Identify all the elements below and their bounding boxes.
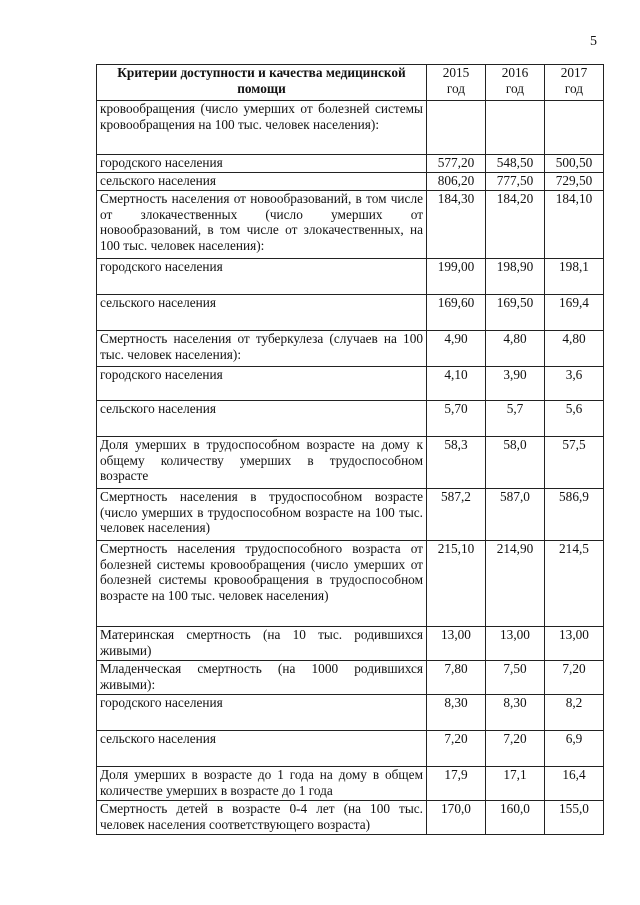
criterion-label: Смертность населения от новообразований, в том числе от злокачественных (число умерших от новообразований, в том числе от злокачественных, на 100 тыс. человек населения): <box>97 191 427 259</box>
criterion-label: Материнская смертность (на 10 тыс. родившихся живыми) <box>97 627 427 661</box>
table-row <box>97 767 604 801</box>
table-row <box>97 489 604 541</box>
value-2015: 169,60 <box>427 295 486 331</box>
year-column-header <box>427 65 486 101</box>
table-row <box>97 437 604 489</box>
criterion-label: сельского населения <box>97 731 427 767</box>
value-2015 <box>427 101 486 155</box>
value-2016: 17,1 <box>486 767 545 801</box>
value-2015: 587,2 <box>427 489 486 541</box>
value-2017: 586,9 <box>545 489 604 541</box>
value-2017: 184,10 <box>545 191 604 259</box>
value-2015: 4,90 <box>427 331 486 367</box>
value-2015: 215,10 <box>427 541 486 627</box>
value-2016: 587,0 <box>486 489 545 541</box>
criterion-label: Смертность детей в возрасте 0-4 лет (на 100 тыс. человек населения соответствующего возраста) <box>97 801 427 835</box>
value-2017: 500,50 <box>545 155 604 173</box>
value-2016: 184,20 <box>486 191 545 259</box>
value-2016: 4,80 <box>486 331 545 367</box>
criterion-label: Смертность населения трудоспособного возраста от болезней системы кровообращения (число умерших от болезней системы кровообращения в трудоспособном возрасте на 100 тыс. человек населения) <box>97 541 427 627</box>
value-2017: 169,4 <box>545 295 604 331</box>
value-2016: 3,90 <box>486 367 545 401</box>
value-2016: 548,50 <box>486 155 545 173</box>
value-2017: 729,50 <box>545 173 604 191</box>
table-row <box>97 661 604 695</box>
value-2015: 13,00 <box>427 627 486 661</box>
table-row <box>97 331 604 367</box>
value-2017: 198,1 <box>545 259 604 295</box>
value-2017: 7,20 <box>545 661 604 695</box>
value-2015: 184,30 <box>427 191 486 259</box>
value-2017: 16,4 <box>545 767 604 801</box>
value-2016: 5,7 <box>486 401 545 437</box>
value-2016: 7,20 <box>486 731 545 767</box>
value-2015: 4,10 <box>427 367 486 401</box>
criterion-label: Доля умерших в возрасте до 1 года на дому в общем количестве умерших в возрасте до 1 года <box>97 767 427 801</box>
criterion-label: городского населения <box>97 259 427 295</box>
value-2016: 169,50 <box>486 295 545 331</box>
value-2015: 5,70 <box>427 401 486 437</box>
criterion-label: городского населения <box>97 367 427 401</box>
criterion-label: кровообращения (число умерших от болезней системы кровообращения на 100 тыс. человек населения): <box>97 101 427 155</box>
value-2015: 58,3 <box>427 437 486 489</box>
value-2015: 7,20 <box>427 731 486 767</box>
table-row <box>97 367 604 401</box>
value-2015: 170,0 <box>427 801 486 835</box>
table-header-row <box>97 65 604 101</box>
value-2016: 160,0 <box>486 801 545 835</box>
value-2015: 17,9 <box>427 767 486 801</box>
value-2017: 4,80 <box>545 331 604 367</box>
criterion-label: Смертность населения от туберкулеза (случаев на 100 тыс. человек населения): <box>97 331 427 367</box>
value-2015: 8,30 <box>427 695 486 731</box>
value-2017 <box>545 101 604 155</box>
value-2016: 777,50 <box>486 173 545 191</box>
year-column-header <box>486 65 545 101</box>
table-row <box>97 191 604 259</box>
value-2017: 155,0 <box>545 801 604 835</box>
criterion-label: городского населения <box>97 695 427 731</box>
criterion-label: сельского населения <box>97 401 427 437</box>
table-row <box>97 173 604 191</box>
year-unit-label: год <box>505 80 525 96</box>
table-row <box>97 259 604 295</box>
value-2017: 5,6 <box>545 401 604 437</box>
value-2016: 198,90 <box>486 259 545 295</box>
value-2017: 57,5 <box>545 437 604 489</box>
value-2017: 6,9 <box>545 731 604 767</box>
year-label: 2015 <box>442 65 470 80</box>
value-2015: 577,20 <box>427 155 486 173</box>
criterion-column-header: Критерии доступности и качества медицинской помощи <box>97 65 427 101</box>
criterion-label: городского населения <box>97 155 427 173</box>
table-row <box>97 801 604 835</box>
table-row <box>97 627 604 661</box>
year-column-header <box>545 65 604 101</box>
table-row <box>97 695 604 731</box>
table-row <box>97 541 604 627</box>
value-2016: 214,90 <box>486 541 545 627</box>
value-2017: 13,00 <box>545 627 604 661</box>
year-label: 2017 <box>560 65 588 80</box>
value-2017: 3,6 <box>545 367 604 401</box>
year-unit-label: год <box>446 80 466 96</box>
value-2016 <box>486 101 545 155</box>
value-2016: 7,50 <box>486 661 545 695</box>
criterion-label: сельского населения <box>97 295 427 331</box>
table-row <box>97 295 604 331</box>
value-2016: 8,30 <box>486 695 545 731</box>
criterion-label: Смертность населения в трудоспособном возрасте (число умерших в трудоспособном возрасте на 100 тыс. человек населения) <box>97 489 427 541</box>
value-2015: 7,80 <box>427 661 486 695</box>
page-number: 5 <box>590 34 597 49</box>
value-2015: 806,20 <box>427 173 486 191</box>
year-unit-label: год <box>564 80 584 96</box>
value-2017: 214,5 <box>545 541 604 627</box>
value-2016: 58,0 <box>486 437 545 489</box>
table-row <box>97 101 604 155</box>
criterion-label: сельского населения <box>97 173 427 191</box>
table-row <box>97 401 604 437</box>
criterion-label: Доля умерших в трудоспособном возрасте на дому к общему количеству умерших в трудоспособном возрасте <box>97 437 427 489</box>
criterion-label: Младенческая смертность (на 1000 родившихся живыми): <box>97 661 427 695</box>
value-2016: 13,00 <box>486 627 545 661</box>
criteria-table <box>96 64 604 835</box>
year-label: 2016 <box>501 65 529 80</box>
value-2017: 8,2 <box>545 695 604 731</box>
table-row <box>97 731 604 767</box>
table-row <box>97 155 604 173</box>
value-2015: 199,00 <box>427 259 486 295</box>
